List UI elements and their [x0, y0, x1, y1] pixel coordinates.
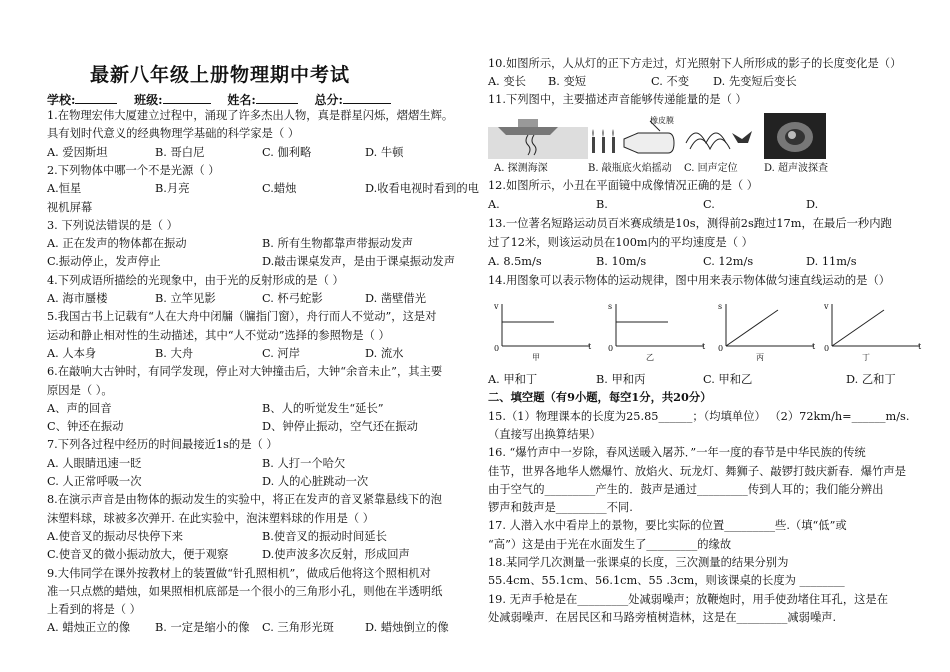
- answer-option[interactable]: D.: [806, 198, 819, 211]
- answer-option[interactable]: D. 先变短后变长: [713, 75, 797, 88]
- origin-label: 0: [824, 344, 830, 353]
- answer-option[interactable]: A.恒星: [47, 182, 82, 196]
- graph-line: [832, 310, 884, 346]
- y-axis-label: v: [824, 302, 829, 311]
- graph-axes: [492, 300, 592, 352]
- question-text: 18.某同学几次测量一张课桌的长度，三次测量的结果分别为: [488, 556, 789, 569]
- figure-b: [588, 113, 680, 174]
- answer-option[interactable]: C. 12m/s: [703, 255, 754, 268]
- answer-option[interactable]: D、钟停止振动，空气还在振动: [262, 420, 418, 434]
- answer-option[interactable]: D. 凿壁借光: [365, 292, 427, 305]
- school-label: 学校:: [47, 93, 76, 107]
- answer-option[interactable]: A.: [488, 198, 500, 211]
- question-text: 14.用图象可以表示物体的运动规律，图中用来表示物体做匀速直线运动的是（）: [488, 274, 891, 287]
- answer-option[interactable]: B.: [596, 198, 608, 211]
- question-text: 运动和静止相对性的生动描述，其中“人不觉动”选择的参照物是（ ）: [47, 328, 390, 342]
- graph-caption: 丙: [756, 353, 764, 362]
- question-text: 二、填空题（有9小题，每空1分，共20分）: [488, 390, 712, 405]
- y-axis-label: s: [608, 302, 613, 311]
- question-text: 过了12米，则该运动员在100m内的平均速度是（ ）: [488, 236, 753, 249]
- origin-label: 0: [608, 344, 614, 353]
- figure-b-tag: 橡皮膜: [650, 116, 674, 125]
- figure-a-caption: A. 探测海深: [494, 163, 548, 174]
- answer-option[interactable]: B. 一定是缩小的像: [155, 621, 250, 635]
- answer-option[interactable]: A. 8.5m/s: [488, 255, 542, 268]
- answer-option[interactable]: C. 河岸: [262, 346, 301, 360]
- answer-option[interactable]: C. 甲和乙: [703, 373, 753, 386]
- answer-option[interactable]: D. 流水: [365, 346, 404, 360]
- answer-option[interactable]: B、人的听觉发生“延长”: [262, 401, 384, 415]
- header-row: [47, 92, 391, 108]
- question-text: 锣声和鼓声是_________不同.: [488, 501, 633, 515]
- answer-option[interactable]: A. 人眼睛迅速一眨: [47, 456, 142, 470]
- question-text: 原因是（ ）。: [47, 383, 113, 397]
- answer-option[interactable]: A. 蜡烛正立的像: [47, 621, 131, 635]
- question-text: 5.我国古书上记载有“人在大舟中闭牖（牖指门窗），舟行而人不觉动”，这是对: [47, 310, 437, 324]
- question-text: 6.在敲响大古钟时，有同学发现，停止对大钟撞击后，大钟“余音未止”，其主要: [47, 365, 443, 379]
- answer-option[interactable]: A.使音叉的振动尽快停下来: [47, 529, 184, 543]
- answer-option[interactable]: B. 立竿见影: [155, 292, 216, 305]
- answer-option[interactable]: C.: [703, 198, 715, 211]
- answer-option[interactable]: C. 伽利略: [262, 145, 312, 159]
- question-text: 12.如图所示，小丑在平面镜中成像情况正确的是（ ）: [488, 179, 759, 192]
- answer-option[interactable]: B. 哥白尼: [155, 145, 205, 159]
- motion-graph: [492, 300, 592, 362]
- question-text: 13.一位著名短路运动员百米赛成绩是10s，测得前2s跑过17m，在最后一秒内跑: [488, 217, 892, 230]
- question-text: “高”）这是由于光在水面发生了_________的缘故: [488, 537, 732, 551]
- answer-option[interactable]: D. 蜡烛倒立的像: [365, 621, 449, 635]
- answer-option[interactable]: B. 甲和丙: [596, 373, 646, 386]
- answer-option[interactable]: B. 10m/s: [596, 255, 647, 268]
- answer-option[interactable]: B. 所有生物都靠声带振动发声: [262, 237, 414, 251]
- origin-label: 0: [494, 344, 500, 353]
- answer-option[interactable]: D.敲击课桌发声，是由于课桌振动发声: [262, 255, 455, 269]
- question-text: 9.大伟同学在课外按教材上的装置做“针孔照相机”，做成后他将这个照相机对: [47, 566, 431, 580]
- class-label: 班级:: [134, 93, 163, 107]
- graph-caption: 甲: [532, 353, 540, 362]
- motion-graph: [716, 300, 816, 362]
- figure-d-caption: D. 超声波探查: [764, 163, 829, 174]
- question-text: 1.在物理宏伟大厦建立过程中，涌现了许多杰出人物，真是群星闪烁，熠熠生辉。: [47, 109, 454, 122]
- question-11-figures: [488, 113, 928, 173]
- answer-option[interactable]: D. 人的心脏跳动一次: [262, 475, 369, 488]
- score-label: 总分:: [314, 93, 343, 107]
- graph-axes: [606, 300, 706, 352]
- question-text: 15.（1）物理课本的长度为25.85______；（均填单位） （2）72km/h=______m/s.: [488, 409, 910, 423]
- bat-echo-icon: [682, 113, 760, 159]
- answer-option[interactable]: D.收看电视时看到的电: [365, 182, 479, 196]
- answer-option[interactable]: A. 甲和丁: [488, 373, 538, 386]
- answer-option[interactable]: C.使音叉的微小振动放大，便于观察: [47, 548, 229, 562]
- question-text: 3. 下列说法错误的是（ ）: [47, 218, 178, 232]
- class-blank[interactable]: [163, 92, 211, 104]
- x-axis-label: t: [812, 342, 816, 351]
- question-text: 2.下列物体中哪一个不是光源（ ）: [47, 163, 220, 177]
- graph-caption: 丁: [862, 353, 870, 362]
- answer-option[interactable]: D. 11m/s: [806, 255, 857, 268]
- answer-option[interactable]: B. 变短: [548, 75, 587, 88]
- answer-option[interactable]: C. 人正常呼吸一次: [47, 475, 142, 488]
- question-text: 由于空气的_________产生的．鼓声是通过_________传到人耳的；我们能分辨出: [488, 482, 884, 496]
- question-text: 上看到的将是（ ）: [47, 603, 141, 617]
- answer-option[interactable]: C. 三角形光斑: [262, 621, 334, 635]
- answer-option[interactable]: C、钟还在振动: [47, 420, 124, 434]
- answer-option[interactable]: D.使声波多次反射，形成回声: [262, 548, 410, 562]
- answer-option[interactable]: A. 人本身: [47, 346, 97, 360]
- answer-option[interactable]: D. 乙和丁: [846, 373, 896, 386]
- answer-option[interactable]: C. 杯弓蛇影: [262, 292, 323, 305]
- question-text: 7.下列各过程中经历的时间最接近1s的是（ ）: [47, 438, 278, 452]
- motion-graph: [606, 300, 706, 362]
- question-text: 17. 人潜入水中看岸上的景物，要比实际的位置_________些.（填“低”或: [488, 519, 847, 533]
- x-axis-label: t: [702, 342, 706, 351]
- answer-option[interactable]: C.振动停止，发声停止: [47, 255, 161, 269]
- answer-option[interactable]: C.蜡烛: [262, 182, 297, 196]
- graph-axes: [822, 300, 922, 352]
- question-text: 8.在演示声音是由物体的振动发生的实验中，将正在发声的音叉紧靠悬线下的泡: [47, 493, 442, 507]
- x-axis-label: t: [588, 342, 592, 351]
- figure-c-caption: C. 回声定位: [684, 163, 738, 174]
- y-axis-label: s: [718, 302, 723, 311]
- y-axis-label: v: [494, 302, 499, 311]
- question-text: 具有划时代意义的经典物理学基础的科学家是（ ）: [47, 127, 300, 141]
- name-blank[interactable]: [256, 92, 298, 104]
- score-blank[interactable]: [343, 92, 391, 104]
- answer-option[interactable]: A、声的回音: [47, 401, 112, 415]
- graph-axes: [716, 300, 816, 352]
- figure-b-caption: B. 敲瓶底火焰摇动: [588, 163, 672, 174]
- figure-c: [682, 113, 760, 174]
- figure-a: [488, 113, 588, 174]
- question-text: 11.下列图中，主要描述声音能够传递能量的是（ ）: [488, 93, 747, 106]
- question-text: 10.如图所示，人从灯的正下方走过，灯光照射下人所形成的影子的长度变化是（）: [488, 57, 902, 70]
- question-text: 处减弱噪声．在居民区和马路旁植树造林，这是在_________减弱噪声.: [488, 610, 837, 624]
- answer-option[interactable]: A. 变长: [488, 75, 526, 88]
- answer-option[interactable]: C. 不变: [651, 75, 690, 88]
- question-text: 16. “爆竹声中一岁除，春风送暖入屠苏．”一年一度的春节是中华民族的传统: [488, 446, 866, 460]
- x-axis-label: t: [918, 342, 922, 351]
- figure-d: [764, 113, 844, 174]
- graph-line: [726, 310, 778, 346]
- question-text: 佳节，世界各地华人燃爆竹、放焰火、玩龙灯、舞狮子、敲锣打鼓庆新春．爆竹声是: [488, 464, 906, 478]
- answer-option[interactable]: D. 牛顿: [365, 145, 404, 159]
- answer-option[interactable]: B.使音叉的振动时间延长: [262, 529, 387, 543]
- origin-label: 0: [718, 344, 724, 353]
- school-blank[interactable]: [75, 92, 117, 104]
- ultrasound-scan-icon: [764, 113, 826, 159]
- question-text: 沫塑料球，球被多次弹开. 在此实验中，泡沫塑料球的作用是（ ）: [47, 511, 375, 525]
- question-text: 准一只点燃的蜡烛，如果照相机底部是一个很小的三角形小孔，则他在半透明纸: [47, 584, 443, 598]
- question-text: 19. 无声手枪是在_________处减弱噪声；放鞭炮时，用手使劲堵住耳孔，这是在: [488, 592, 889, 606]
- answer-option[interactable]: A. 爱因斯坦: [47, 145, 108, 159]
- name-label: 姓名:: [227, 93, 256, 107]
- answer-option[interactable]: A. 正在发声的物体都在振动: [47, 237, 187, 251]
- answer-option[interactable]: B.月亮: [155, 182, 190, 196]
- motion-graph: [822, 300, 922, 362]
- question-text: 4.下列成语所描绘的光现象中，由于光的反射形成的是（ ）: [47, 273, 344, 287]
- answer-option[interactable]: B. 人打一个哈欠: [262, 456, 346, 470]
- question-text: 视机屏幕: [47, 200, 93, 214]
- graph-caption: 乙: [646, 353, 654, 362]
- question-text: 55.4cm、55.1cm、56.1cm、55 .3cm，则该课桌的长度为 ________: [488, 574, 845, 588]
- answer-option[interactable]: B. 大舟: [155, 346, 194, 360]
- question-text: （直接写出换算结果）: [488, 427, 601, 441]
- answer-option[interactable]: A. 海市蜃楼: [47, 292, 108, 305]
- ship-sonar-icon: [488, 113, 588, 159]
- exam-title: 最新八年级上册物理期中考试: [90, 64, 351, 86]
